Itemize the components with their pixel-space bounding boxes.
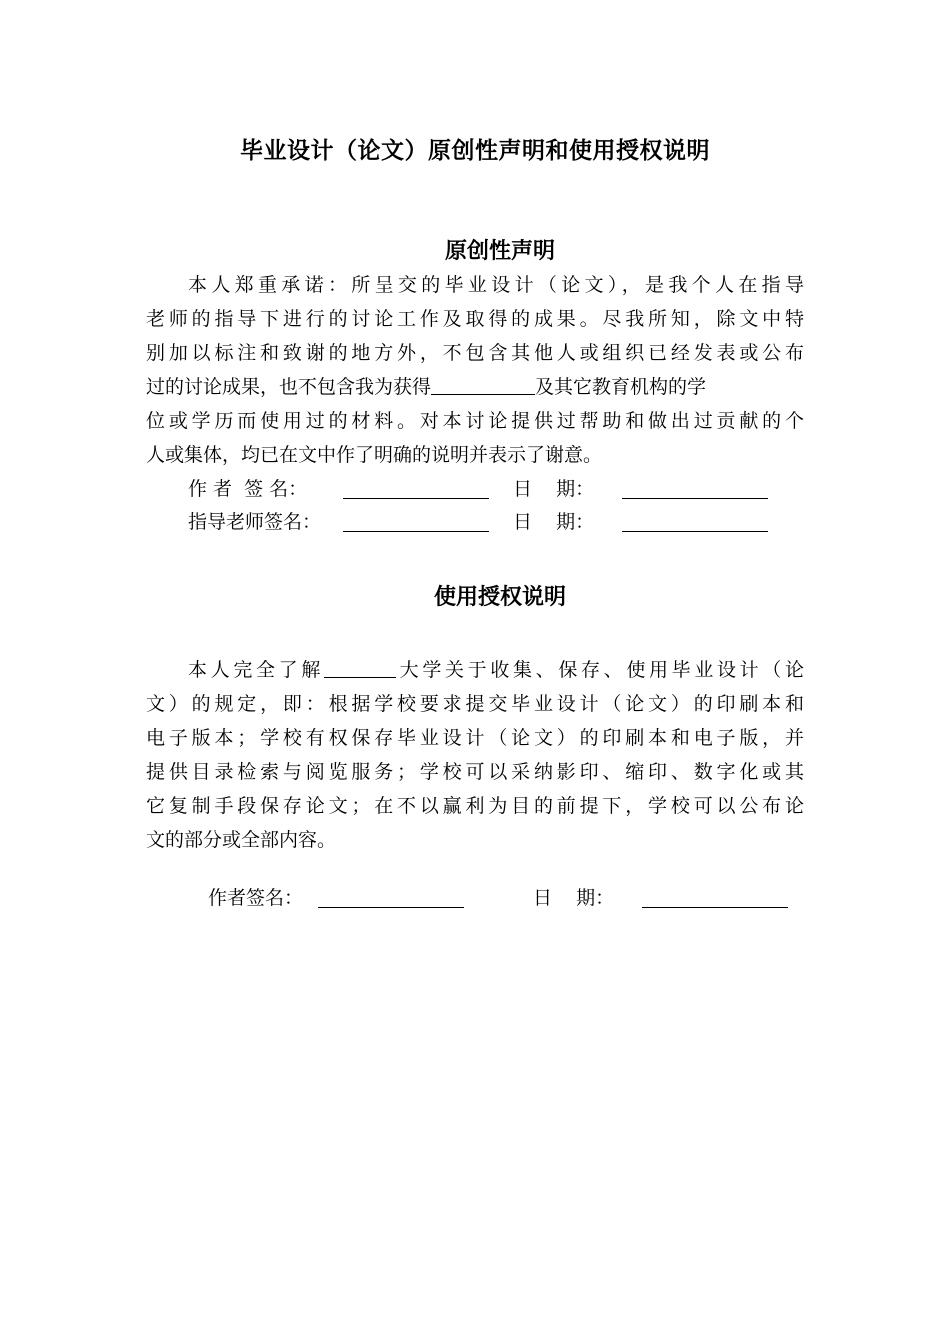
authorization-date-label: 日 期： <box>533 887 615 909</box>
originality-heading: 原创性声明 <box>444 239 555 264</box>
authorization-line-1-part-1: 本人完全了解 <box>188 659 324 681</box>
originality-line-4-part-1: 过的讨论成果，也不包含我为获得 <box>146 376 432 398</box>
originality-line-1: 本人郑重承诺：所呈交的毕业设计（论文），是我个人在指导 <box>188 274 804 296</box>
authorization-signature-row <box>0 883 950 913</box>
advisor-date-field[interactable] <box>622 531 768 532</box>
authorization-line-4: 提供目录检索与阅览服务；学校可以采纳影印、缩印、数字化或其 <box>146 761 804 783</box>
originality-line-5: 位或学历而使用过的材料。对本讨论提供过帮助和做出过贡献的个 <box>146 410 804 432</box>
authorization-line-2: 文）的规定，即：根据学校要求提交毕业设计（论文）的印刷本和 <box>146 693 804 715</box>
originality-line-4-part-2: 及其它教育机构的学 <box>535 376 707 398</box>
authorization-line-1-part-2: 大学关于收集、保存、使用毕业设计（论 <box>396 659 804 681</box>
authorization-signature-label: 作者签名： <box>208 887 304 909</box>
author-signature-row <box>0 474 950 504</box>
advisor-signature-label: 指导老师签名： <box>188 511 322 533</box>
author-signature-label: 作 者 签 名： <box>188 478 308 500</box>
advisor-signature-field[interactable] <box>343 531 489 532</box>
authorization-heading: 使用授权说明 <box>433 585 566 610</box>
authorization-line-1 <box>188 654 804 687</box>
originality-line-4 <box>146 371 804 404</box>
advisor-date-label: 日 期： <box>513 511 595 533</box>
originality-line-6: 人或集体，均已在文中作了明确的说明并表示了谢意。 <box>146 444 603 466</box>
authorization-line-3: 电子版本；学校有权保存毕业设计（论文）的印刷本和电子版，并 <box>146 727 804 749</box>
authorization-line-6: 文的部分或全部内容。 <box>146 829 337 851</box>
author-date-field[interactable] <box>622 498 768 499</box>
author-signature-field[interactable] <box>343 498 489 499</box>
authorization-signature-field[interactable] <box>318 907 464 908</box>
author-date-label: 日 期： <box>513 478 595 500</box>
originality-line-2: 老师的指导下进行的讨论工作及取得的成果。尽我所知，除文中特 <box>146 308 804 330</box>
advisor-signature-row <box>0 507 950 537</box>
authorization-date-field[interactable] <box>642 907 788 908</box>
document-title: 毕业设计（论文）原创性声明和使用授权说明 <box>240 138 710 164</box>
university-blank-field[interactable] <box>324 655 396 678</box>
originality-line-3: 别加以标注和致谢的地方外，不包含其他人或组织已经发表或公布 <box>146 342 804 364</box>
authorization-line-5: 它复制手段保存论文；在不以赢利为目的前提下，学校可以公布论 <box>146 795 804 817</box>
degree-blank-field[interactable] <box>431 372 535 395</box>
